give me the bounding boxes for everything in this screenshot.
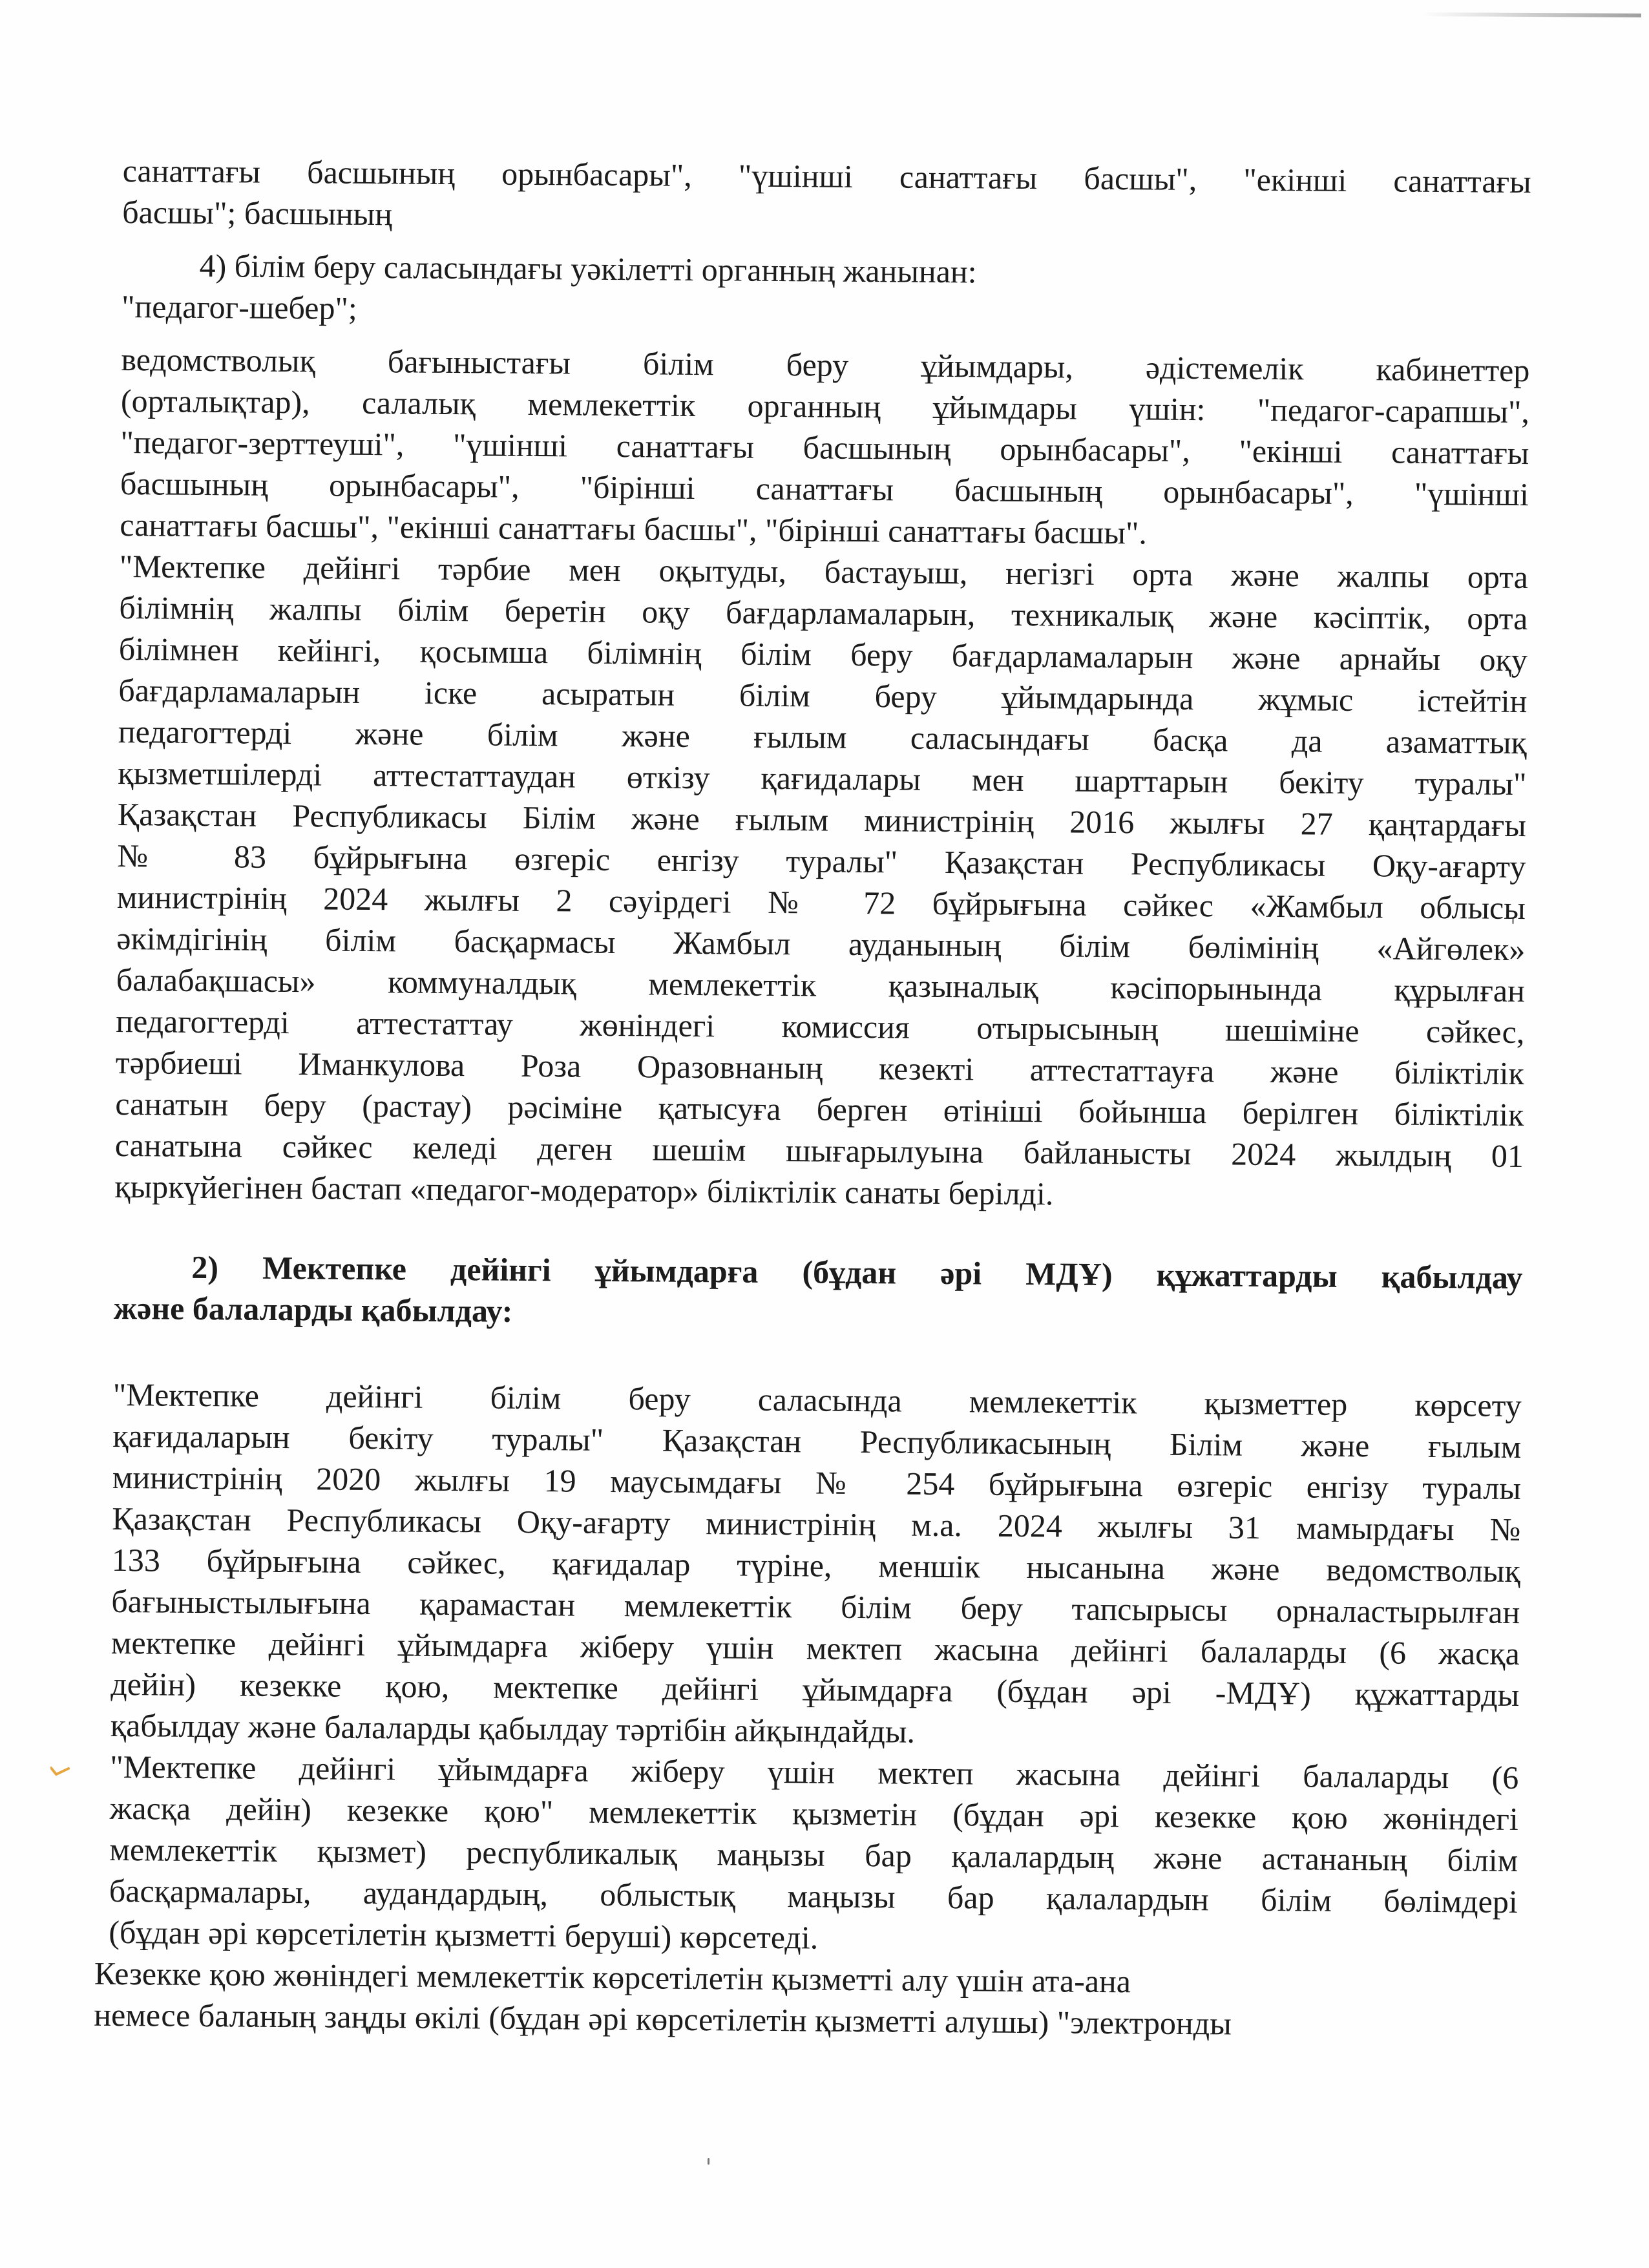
text-line: педагогтерді аттестаттау жөніндегі комиссия отырысының шешіміне сәйкес, xyxy=(116,1002,1525,1051)
text-line: санаттағы басшы", "екінші санаттағы басшы", "бірінші санаттағы басшы". xyxy=(120,506,1148,551)
text-line: Қазақстан Республикасы Білім және ғылым министрінің 2016 жылғы 27 қаңтардағы xyxy=(117,795,1527,844)
margin-check-mark-icon xyxy=(50,1766,70,1776)
document-body xyxy=(94,150,1531,2046)
text-line: басшы"; басшының xyxy=(122,193,393,233)
text-line: № 83 бұйрығына өзгеріс енгізу туралы" Қазақстан Республикасы Оқу-ағарту xyxy=(117,837,1526,885)
paragraph-preschool-services xyxy=(110,1374,1522,1757)
text-line: қызметшілерді аттестаттаудан өткізу қағидалары мен шарттарын бекіту туралы" xyxy=(118,754,1527,803)
text-line: "педагог-шебер"; xyxy=(121,288,358,326)
text-line: "Мектепке дейінгі білім беру саласында мемлекеттік қызметтер көрсету xyxy=(112,1376,1522,1424)
text-line: бағыныстылығына қарамастан мемлекеттік білім беру тапсырысы орналастырылған xyxy=(111,1582,1520,1631)
text-line: қабылдау және балаларды қабылдау тәртібін айқындайды. xyxy=(110,1706,916,1750)
text-line: қағидаларын бекіту туралы" Қазақстан Республикасының Білім және ғылым xyxy=(112,1417,1522,1465)
paragraph-service-recipient xyxy=(94,1953,1517,2046)
text-line: білімнен кейінгі, қосымша білімнің білім беру бағдарламаларын және арнайы оқу xyxy=(118,630,1528,678)
text-line: тәрбиеші Иманкулова Роза Оразовнаның кезекті аттестаттауға және біліктілік xyxy=(115,1044,1525,1092)
scan-edge-shadow xyxy=(1422,12,1641,17)
text-line: басқармалары, аудандардың, облыстық маңызы бар қалалардын білім бөлімдері xyxy=(109,1872,1518,1920)
heading-line: және балаларды қабылдау: xyxy=(113,1289,513,1329)
text-line: санатына сәйкес келеді деген шешім шығарылуына байланысты 2024 жылдың 01 xyxy=(114,1126,1524,1175)
text-line: білімнің жалпы білім беретін оқу бағдарламаларын, техникалық және кәсіптік, орта xyxy=(119,589,1528,637)
text-line: мемлекеттік қызмет) республикалық маңызы бар қалалардың және астананың білім xyxy=(109,1831,1518,1879)
text-line: санаттағы басшының орынбасары", "үшінші санаттағы басшы", "екінші санаттағы xyxy=(122,152,1531,200)
text-line: мектепке дейінгі ұйымдарға жіберу үшін мектеп жасына дейінгі балаларды (6 жасқа xyxy=(110,1624,1520,1672)
paragraph-queue-service xyxy=(109,1746,1518,1964)
text-line: немесе баланың заңды өкілі (бұдан әрі көрсетілетін қызметті алушы) "электронды xyxy=(94,1996,1232,2042)
text-line: санатын беру (растау) рәсіміне қатысуға берген өтініші бойынша берілген біліктілік xyxy=(115,1085,1524,1133)
text-line: Кезекке қою жөніндегі мемлекеттік көрсетілетін қызметті алу үшін ата-ана xyxy=(94,1955,1131,2000)
text-line: педагогтерді және білім және ғылым саласындағы басқа да азаматтық xyxy=(118,713,1528,761)
list-item-4: 4) білім беру саласындағы уәкілетті органның жанынан: xyxy=(199,247,977,290)
text-line: министрінің 2024 жылғы 2 сәуірдегі № 72 бұйрығына сәйкес «Жамбыл облысы xyxy=(116,878,1526,927)
text-line: "педагог-зерттеуші", "үшінші санаттағы басшының орынбасары", "екінші санаттағы xyxy=(120,423,1529,472)
text-line: министрінің 2020 жылғы 19 маусымдағы № 254 бұйрығына өзгеріс енгізу туралы xyxy=(112,1458,1522,1507)
section-heading-2 xyxy=(114,1246,1523,1339)
paragraph-subordinate-organizations xyxy=(120,339,1529,556)
heading-line: 2) Мектепке дейінгі ұйымдарға (бұдан әрі МДҰ) құжаттарды қабылдау xyxy=(191,1248,1523,1296)
paragraph-attestation-order xyxy=(114,545,1528,1218)
text-line: балабақшасы» коммуналдық мемлекеттік қазыналық кәсіпорынында құрылған xyxy=(116,961,1526,1009)
text-line: бағдарламаларын іске асыратын білім беру ұйымдарында жұмыс істейтін xyxy=(118,671,1528,720)
text-line: әкімдігінің білім басқармасы Жамбыл ауданының білім бөлімінің «Айгөлек» xyxy=(116,919,1526,968)
text-line: (бұдан әрі көрсетілетін қызметті беруші) көрсетеді. xyxy=(109,1913,819,1956)
text-line: (орталықтар), салалық мемлекеттік органның ұйымдары үшін: "педагог-сарапшы", xyxy=(120,382,1530,430)
text-line: дейін) кезекке қою, мектепке дейінгі ұйымдарға (бұдан әрі -МДҰ) құжаттарды xyxy=(110,1665,1520,1714)
paragraph-continuation xyxy=(122,150,1531,244)
scan-speck xyxy=(708,2158,709,2165)
text-line: ведомстволық бағыныстағы білім беру ұйымдары, әдістемелік кабинеттер xyxy=(121,341,1530,389)
text-line: "Мектепке дейінгі ұйымдарға жіберу үшін мектеп жасына дейінгі балаларды (6 xyxy=(110,1748,1519,1796)
text-line: қыркүйегінен бастап «педагог-модератор» біліктілік санаты берілді. xyxy=(114,1168,1054,1212)
text-line: жасқа дейін) кезекке қою" мемлекеттік қызметін (бұдан әрі кезекке қою жөніндегі xyxy=(109,1789,1518,1838)
text-line: Қазақстан Республикасы Оқу-ағарту министрінің м.а. 2024 жылғы 31 мамырдағы № xyxy=(112,1500,1521,1548)
text-line: "Мектепке дейінгі тәрбие мен оқытуды, бастауыш, негізгі орта және жалпы орта xyxy=(119,547,1529,596)
text-line: басшының орынбасары", "бірінші санаттағы басшының орынбасары", "үшінші xyxy=(120,465,1529,513)
text-line: 133 бұйрығына сәйкес, қағидалар түріне, меншік нысанына және ведомстволық xyxy=(111,1541,1521,1590)
